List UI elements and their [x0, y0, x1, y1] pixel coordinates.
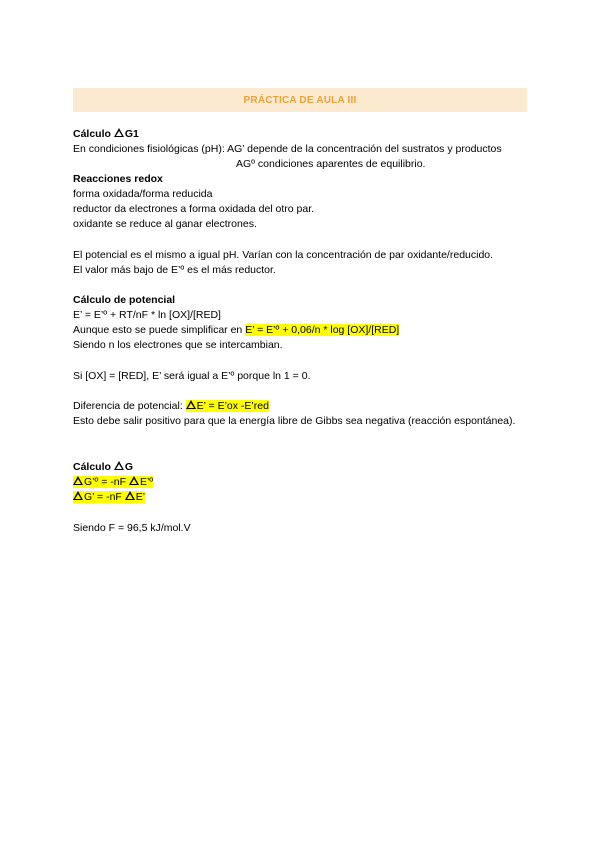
conditions-label: En condiciones fisiológicas (pH):	[73, 143, 225, 155]
section-heading-g1: Cálculo G1	[73, 128, 139, 140]
delta-icon	[186, 400, 196, 409]
redox-line-1: forma oxidada/forma reducida	[73, 188, 213, 200]
page-title: PRÁCTICA DE AULA III	[243, 95, 357, 106]
equal-concentration-line: Si [OX] = [RED], E’ será igual a E’º porque ln 1 = 0.	[73, 370, 311, 382]
potential-difference-label: Diferencia de potencial:	[73, 400, 186, 412]
gibbs-explanation: Esto debe salir positivo para que la energía libre de Gibbs sea negativa (reacción espontánea).	[73, 415, 516, 427]
nernst-formula: E’ = E’º + RT/nF * ln [OX]/[RED]	[73, 309, 221, 321]
delta-icon	[129, 476, 139, 485]
section-heading-potencial: Cálculo de potencial	[73, 294, 176, 306]
faraday-line: Siendo F = 96,5 kJ/mol.V	[73, 522, 191, 534]
simplified-formula: E’ = E’º + 0,06/n * log [OX]/[RED]	[245, 324, 400, 336]
redox-line-4: El potencial es el mismo a igual pH. Varían con la concentración de par oxidante/reducido.	[73, 249, 494, 261]
gibbs-standard-equation: G’º = -nF E’º	[73, 475, 153, 490]
gibbs-equation: G’ = -nF E’	[73, 490, 145, 505]
conditions-line	[73, 142, 502, 157]
title-banner	[73, 88, 527, 112]
electrons-line: Siendo n los electrones que se intercambian.	[73, 339, 283, 351]
potential-difference-formula: E’ = E’ox -E’red	[186, 400, 269, 412]
delta-icon	[114, 128, 124, 137]
delta-icon	[114, 461, 124, 470]
conditions-text-2: AGº condiciones aparentes de equilibrio.	[236, 158, 426, 170]
section-heading-g: Cálculo G	[73, 461, 134, 473]
delta-icon	[73, 491, 83, 500]
section-heading-redox: Reacciones redox	[73, 173, 163, 185]
redox-line-2: reductor da electrones a forma oxidada del otro par.	[73, 203, 315, 215]
redox-line-5: El valor más bajo de E’º es el más reductor.	[73, 264, 276, 276]
redox-line-3: oxidante se reduce al ganar electrones.	[73, 218, 257, 230]
delta-icon	[73, 476, 83, 485]
simplify-text: Aunque esto se puede simplificar en	[73, 324, 246, 336]
conditions-text-1: AG’ depende de la concentración del sustratos y productos	[224, 143, 502, 155]
potential-difference-line	[73, 399, 269, 414]
simplify-line	[73, 323, 399, 338]
delta-icon	[125, 491, 135, 500]
